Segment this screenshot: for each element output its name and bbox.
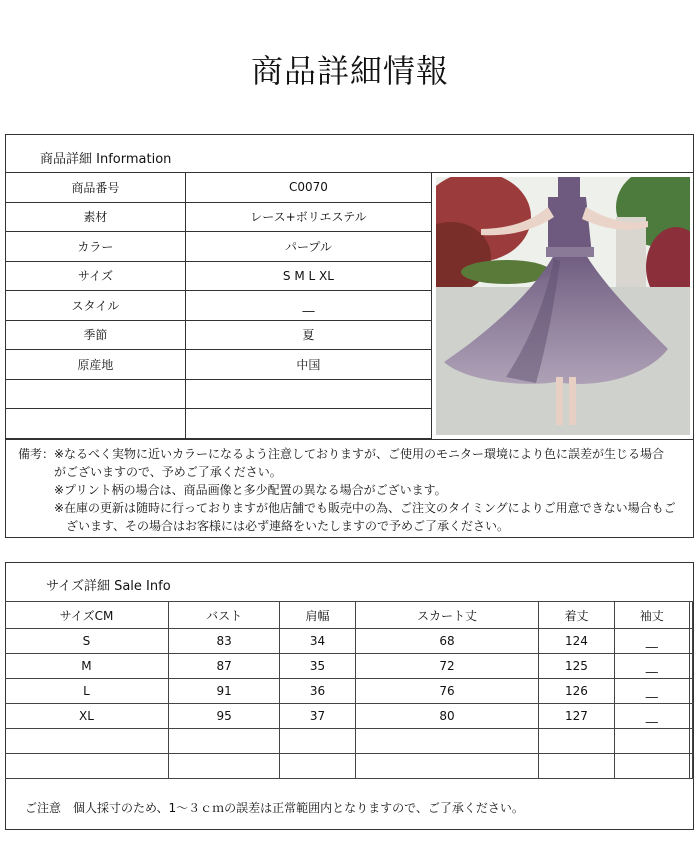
size-table [5,601,694,779]
spec-label [6,379,185,409]
note-line: がございますので、予めご了承ください。 [18,465,282,479]
spec-value: C0070 [185,173,431,202]
spec-label: スタイル [6,291,185,321]
note-line: ざいます、その場合はお客様には必ず連絡をいたしますので予めご了承ください。 [18,519,510,533]
spec-value: S M L XL [185,261,431,291]
size-cell: 125 [539,654,614,679]
size-cell [355,754,539,779]
size-header-cell: サイズCM [5,602,168,629]
size-cell: 72 [355,654,539,679]
size-cell: 76 [355,679,539,704]
size-cell [539,754,614,779]
size-cell [280,729,355,754]
spec-row [6,261,432,291]
size-header-cell [692,602,694,629]
product-photo [436,177,690,435]
size-cell [280,754,355,779]
size-cell [168,754,279,779]
size-cell [692,754,694,779]
size-cell [692,729,694,754]
note-line: 備考：※なるべく実物に近いカラーになるよう注意しておりますが、ご使用のモニター環境により色に誤差が生じる場合 [18,447,665,461]
size-header-cell: 袖丈 [614,602,689,629]
size-cell: 87 [168,654,279,679]
spec-label: 季節 [6,320,185,350]
size-info-box [5,562,694,830]
spec-value: レース+ボリエステル [185,202,431,232]
size-cell [614,729,689,754]
size-header-cell: 着丈 [539,602,614,629]
spec-label: カラー [6,232,185,262]
spec-label: サイズ [6,261,185,291]
size-header-cell: スカート丈 [355,602,539,629]
size-cell: 91 [168,679,279,704]
spec-row [6,291,432,321]
size-cell: 34 [280,629,355,654]
size-cell: 124 [539,629,614,654]
size-row [5,679,694,704]
detail-heading: 商品詳細 Information [40,152,172,167]
spec-value [185,409,431,439]
spec-label: 原産地 [6,350,185,380]
size-cell [692,654,694,679]
size-row [5,654,694,679]
size-cell: 68 [355,629,539,654]
size-cell [5,729,168,754]
size-cell: 35 [280,654,355,679]
spec-label [6,409,185,439]
spec-row [6,202,432,232]
size-cell: 126 [539,679,614,704]
spec-row [6,350,432,380]
size-cell: 83 [168,629,279,654]
size-row [5,629,694,654]
note-line: ※在庫の更新は随時に行っておりますが他店舗でも販売中の為、ご注文のタイミングによりご用意できない場合もご [18,501,676,515]
spec-row [6,173,432,202]
spec-value [185,379,431,409]
size-cell: 37 [280,704,355,729]
spec-row [6,320,432,350]
note-line: ※プリント柄の場合は、商品画像と多少配置の異なる場合がございます。 [18,483,447,497]
size-cell: __ [614,704,689,729]
size-cell [692,629,694,654]
size-cell: 95 [168,704,279,729]
size-cell: __ [614,654,689,679]
size-cell [355,729,539,754]
size-note: ご注意 個人採寸のため、1～３ｃｍの誤差は正常範囲内となりますので、ご了承ください。 [25,801,524,815]
size-cell: XL [5,704,168,729]
size-cell: 36 [280,679,355,704]
dress-photo-illustration [436,177,690,435]
spec-label: 商品番号 [6,173,185,202]
spec-table [6,173,432,439]
spec-row [6,409,432,439]
size-cell [614,754,689,779]
size-cell [168,729,279,754]
size-cell: 80 [355,704,539,729]
size-heading: サイズ詳細 Sale Info [46,579,171,594]
spec-value: __ [185,291,431,321]
size-cell [692,679,694,704]
spec-value: 夏 [185,320,431,350]
size-cell [692,704,694,729]
spec-value: パープル [185,232,431,262]
size-cell: __ [614,679,689,704]
size-row [5,729,694,754]
size-header-row [5,602,694,629]
notes [18,445,688,535]
size-cell [539,729,614,754]
size-row [5,704,694,729]
spec-label: 素材 [6,202,185,232]
page-title: 商品詳細情報 [250,52,449,90]
spec-row [6,232,432,262]
size-cell: S [5,629,168,654]
notes-divider [6,439,693,440]
size-cell: 127 [539,704,614,729]
product-detail-box [5,134,694,538]
size-cell: M [5,654,168,679]
size-cell [5,754,168,779]
size-cell: L [5,679,168,704]
spec-value: 中国 [185,350,431,380]
size-row [5,754,694,779]
size-header-cell: 肩幅 [280,602,355,629]
spec-row [6,379,432,409]
size-cell: __ [614,629,689,654]
size-header-cell: バスト [168,602,279,629]
